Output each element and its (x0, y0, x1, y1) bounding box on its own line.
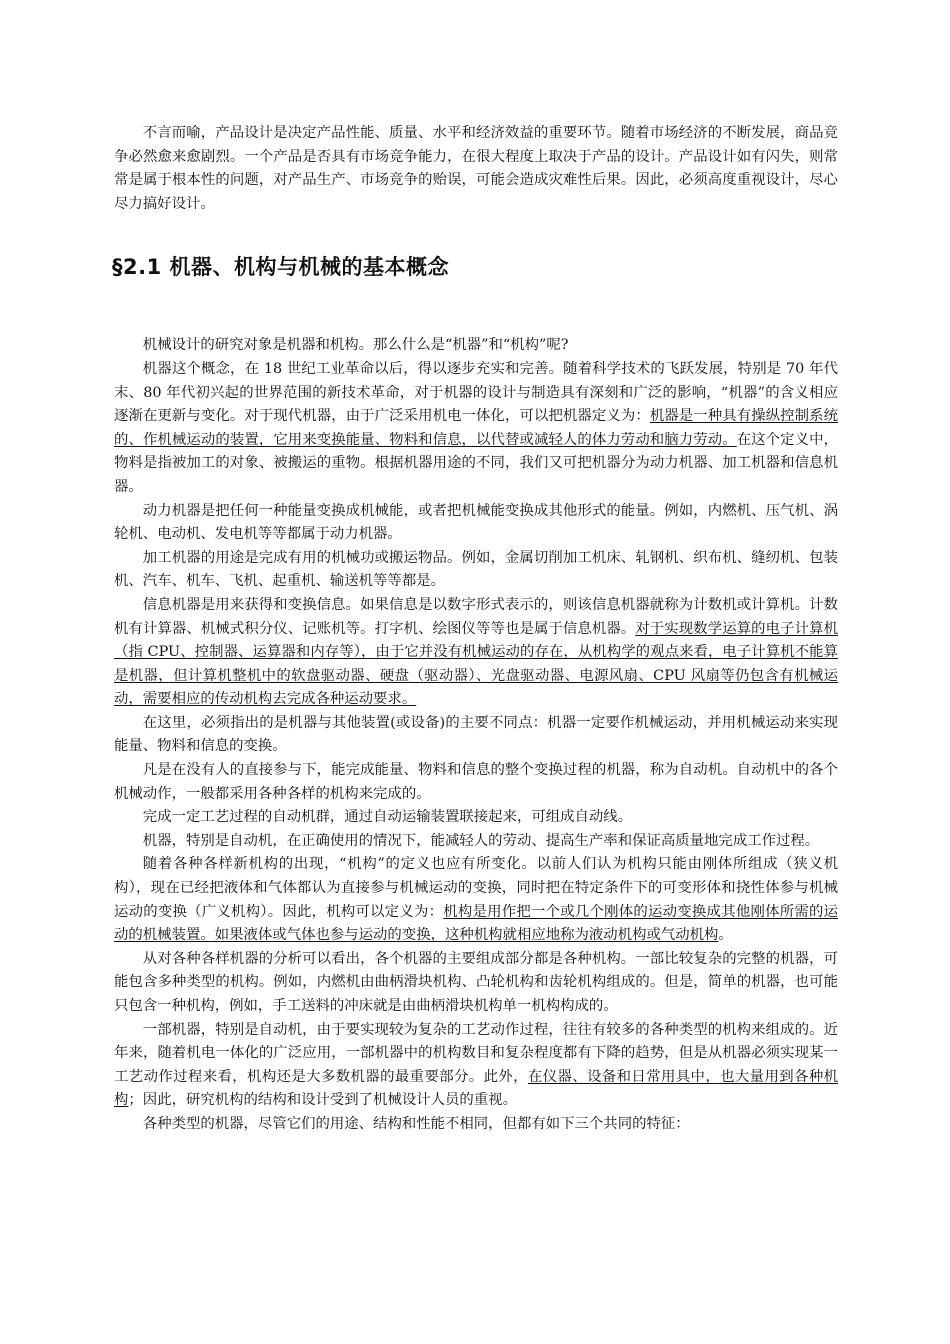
paragraph-automatic-machine: 凡是在没有人的直接参与下，能完成能量、物料和信息的整个变换过程的机器，称为自动机。自动机中的各个机械动作，一般都采用各种各样的机构来完成的。 (114, 762, 838, 802)
text-span: 。 (718, 927, 733, 944)
paragraph-processing-machines: 加工机器的用途是完成有用的机械功或搬运物品。例如，金属切削加工机床、轧钢机、织布机、缝纫机、包装机、汽车、机车、飞机、起重机、输送机等等都是。 (114, 549, 838, 590)
paragraph-common-features: 各种类型的机器，尽管它们的用途、结构和性能不相同，但都有如下三个共同的特征： (142, 1115, 690, 1132)
paragraph-machine-analysis: 从对各种各样机器的分析可以看出，各个机器的主要组成部分都是各种机构。一部比较复杂的完整的机器，可能包含多种类型的机构。例如，内燃机由曲柄滑块机构、凸轮机构和齿轮机构组成的。但是，简单的机器，也可能只包含一种机构，例如，手工送料的冲床就是由曲柄滑块机构单一机构构成的。 (114, 950, 838, 1014)
paragraph-machine-benefits: 机器，特别是自动机，在正确使用的情况下，能减轻人的劳动、提高生产率和保证高质量地完成工作过程。 (142, 832, 820, 849)
text-span: 信息机器是用来获得和变换信息。如果信息是以数字形式表示的，则该信息机器就称为计数机或计算机。计数机有计算器、机械式积分仪、记账机等。打字机、绘图仪等等也是属于信息机器。 (114, 596, 838, 637)
text-span: ；因此，研究机构的结构和设计受到了机械设计人员的重视。 (128, 1092, 517, 1109)
paragraph-machine-difference: 在这里，必须指出的是机器与其他装置(或设备)的主要不同点：机器一定要作机械运动，并用机械运动来实现能量、物料和信息的变换。 (114, 714, 838, 755)
paragraph-power-machines: 动力机器是把任何一种能量变换成机械能，或者把机械能变换成其他形式的能量。例如，内燃机、压气机、涡轮机、电动机、发电机等等都属于动力机器。 (114, 502, 838, 543)
section-heading: §2.1 机器、机构与机械的基本概念 (112, 255, 450, 280)
text-span: 机器这个概念，在 18 世纪工业革命以后，得以逐步充实和完善。随着科学技术的飞跃发展，特别是 70 年代末、80 年代初兴起的世界范围的新技术革命，对于机器的设计与制造具有深刻和广泛的影响，“机器”的含义相应逐渐在更新与变化。对于现代机器，由于广泛采用机电一体化，可以把机器定义为： (114, 360, 838, 425)
text-span: 一部机器，特别是自动机，由于要实现较为复杂的工艺动作过程，往往有较多的各种类型的机构来组成的。近年来，随着机电一体化的广泛应用，一部机器中的机构数目和复杂程度都有下降的趋势，但是从机器必须实现某一工艺动作过程来看，机构还是大多数机器的最重要部分。此外， (114, 1021, 838, 1085)
paragraph-research-object: 机械设计的研究对象是机器和机构。那么什么是“机器”和“机构”呢? (142, 337, 569, 354)
paragraph-mechanism-definition (114, 853, 838, 947)
underlined-instruments-note: 在仪器、设备和日常用具中，也大量用到各种机构 (114, 1068, 838, 1109)
document-page (114, 122, 838, 1137)
underlined-definition: 机器是一种具有操纵控制系统的、作机械运动的装置，它用来变换能量、物料和信息，以代替或减轻人的体力劳动和脑力劳动。 (114, 408, 838, 448)
underlined-mechanism-definition: 机构是用作把一个或几个刚体的运动变换成其他刚体所需的运动的机械装置。如果液体或气体也参与运动的变换，这种机构就相应地称为液动机构或气动机构 (114, 903, 838, 944)
text-span: 随着各种各样新机构的出现，“机构”的定义也应有所变化。以前人们认为机构只能由刚体所组成（狭义机构），现在已经把液体和气体都认为直接参与机械运动的变换，同时把在特定条件下的可变形体和挠性体参与机械运动的变换（广义机构）。因此，机构可以定义为： (114, 856, 838, 920)
underlined-computer-note: 对于实现数学运算的电子计算机（指 CPU、控制器、运算器和内存等），由于它并没有机械运动的存在，从机构学的观点来看，电子计算机不能算是机器，但计算机整机中的软盘驱动器、硬盘（驱动器）、光盘驱动器、电源风扇、CPU 风扇等仍包含有机械运动，需要相应的传动机构去完成各种运动要求。 (114, 620, 838, 708)
paragraph-mechanism-importance (114, 1019, 838, 1113)
paragraph-information-machines (114, 594, 838, 712)
paragraph-machine-definition (114, 358, 838, 500)
text-span: 在这个定义中，物料是指被加工的对象、被搬运的重物。根据机器用途的不同，我们又可把机器分为动力机器、加工机器和信息机器。 (114, 431, 838, 495)
paragraph-automatic-line: 完成一定工艺过程的自动机群，通过自动运输装置联接起来，可组成自动线。 (142, 809, 633, 826)
intro-paragraph: 不言而喻，产品设计是决定产品性能、质量、水平和经济效益的重要环节。随着市场经济的不断发展，商品竞争必然愈来愈剧烈。一个产品是否具有市场竞争能力，在很大程度上取决于产品的设计。产品设计如有闪失，则常常是属于根本性的问题，对产品生产、市场竞争的贻误，可能会造成灾难性后果。因此，必须高度重视设计，尽心尽力搞好设计。 (114, 125, 838, 212)
